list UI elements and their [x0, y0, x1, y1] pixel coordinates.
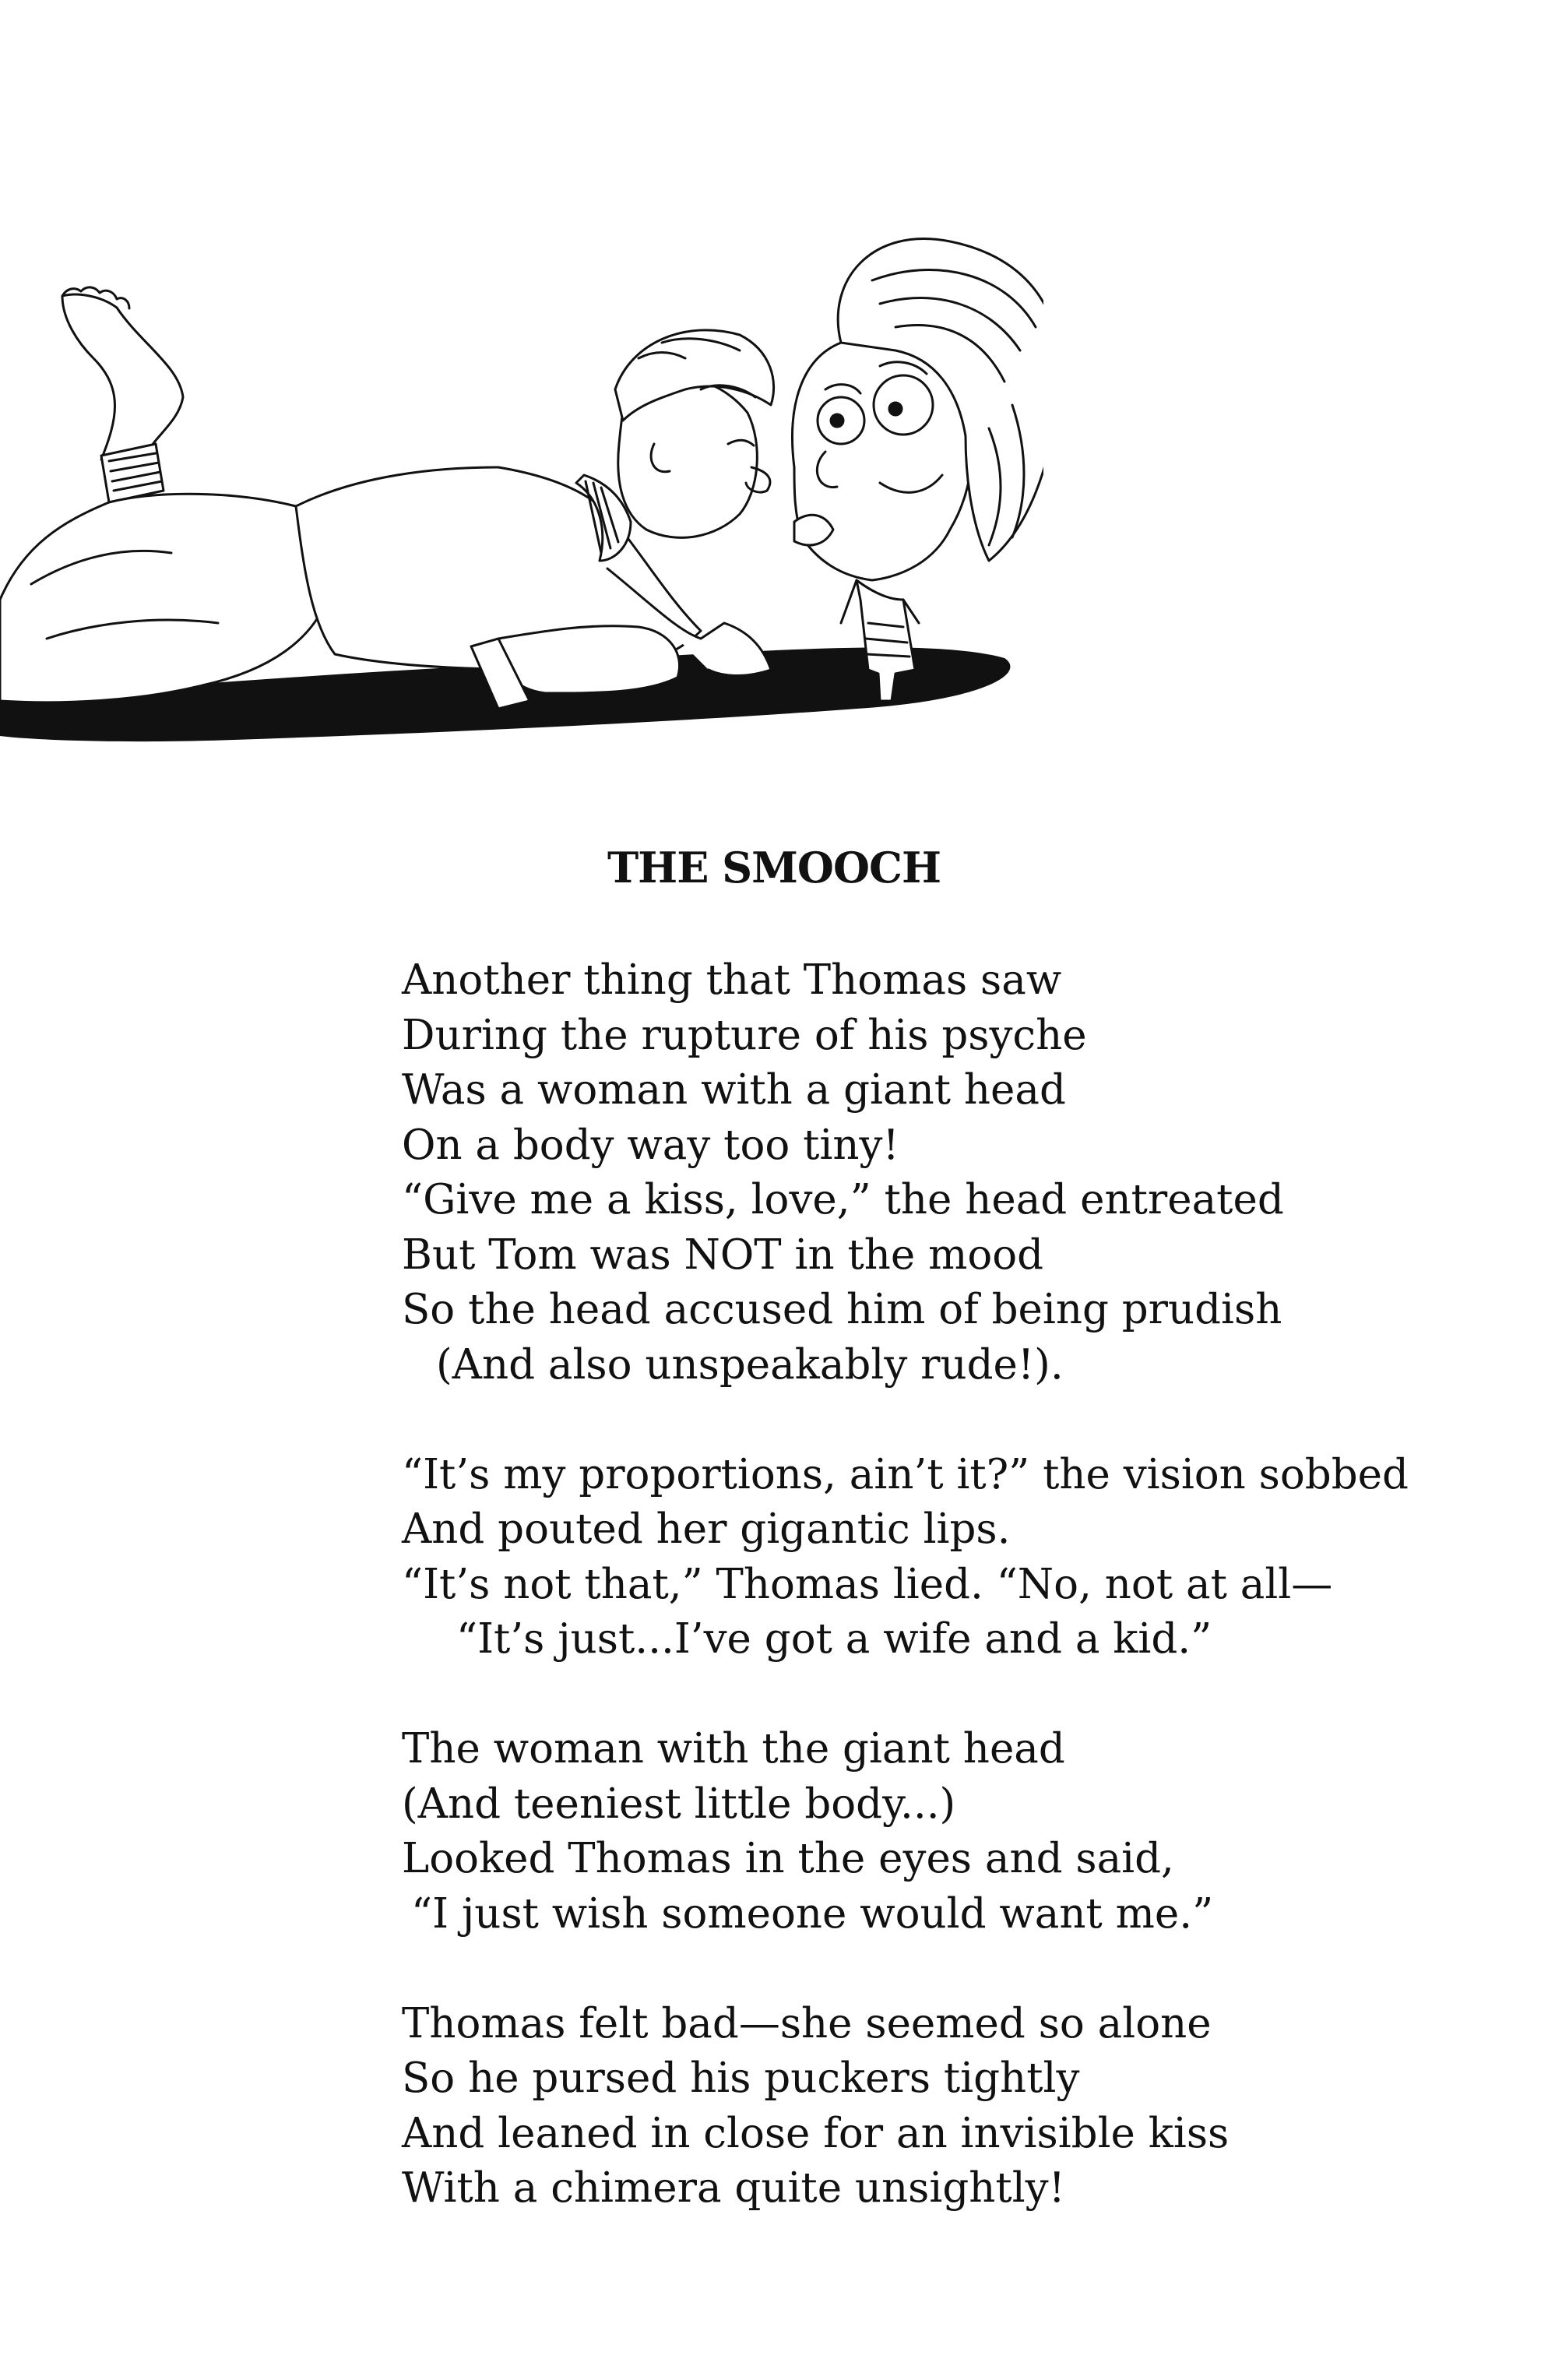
poem-line: On a body way too tiny! — [402, 1121, 899, 1169]
poem-line: (And teeniest little body...) — [402, 1780, 956, 1828]
poem-line: Looked Thomas in the eyes and said, — [402, 1835, 1174, 1882]
poem-line: “It’s my proportions, ain’t it?” the vision sobbed — [402, 1450, 1409, 1498]
stanza-1 — [402, 953, 1508, 1392]
kiss-illustration — [0, 234, 1043, 763]
poem-title: THE SMOOCH — [607, 843, 941, 892]
stanza-4 — [402, 1997, 1508, 2216]
poem-body — [402, 953, 1508, 2271]
poem-line: Another thing that Thomas saw — [402, 956, 1062, 1004]
poem-line: And leaned in close for an invisible kiss — [402, 2109, 1230, 2157]
poem-line: “Give me a kiss, love,” the head entreated — [402, 1176, 1284, 1223]
poem-line: With a chimera quite unsightly! — [402, 2164, 1065, 2212]
poem-line: “It’s not that,” Thomas lied. “No, not at all— — [402, 1560, 1333, 1608]
poem-line: Was a woman with a giant head — [402, 1066, 1066, 1114]
poem-line: During the rupture of his psyche — [402, 1011, 1087, 1059]
poem-line: “I just wish someone would want me.” — [411, 1889, 1214, 1938]
stanza-2 — [402, 1448, 1508, 1667]
poem-line: And pouted her gigantic lips. — [402, 1505, 1011, 1553]
poem-line: (And also unspeakably rude!). — [436, 1340, 1064, 1389]
poem-line: Thomas felt bad—she seemed so alone — [402, 1999, 1212, 2047]
poem-line: So he pursed his puckers tightly — [402, 2054, 1080, 2102]
stanza-3 — [402, 1722, 1508, 1942]
poem-line: The woman with the giant head — [402, 1725, 1065, 1773]
poem-line: So the head accused him of being prudish — [402, 1286, 1282, 1333]
poem-line: But Tom was NOT in the mood — [402, 1230, 1044, 1279]
poem-line: “It’s just...I’ve got a wife and a kid.” — [456, 1615, 1212, 1663]
